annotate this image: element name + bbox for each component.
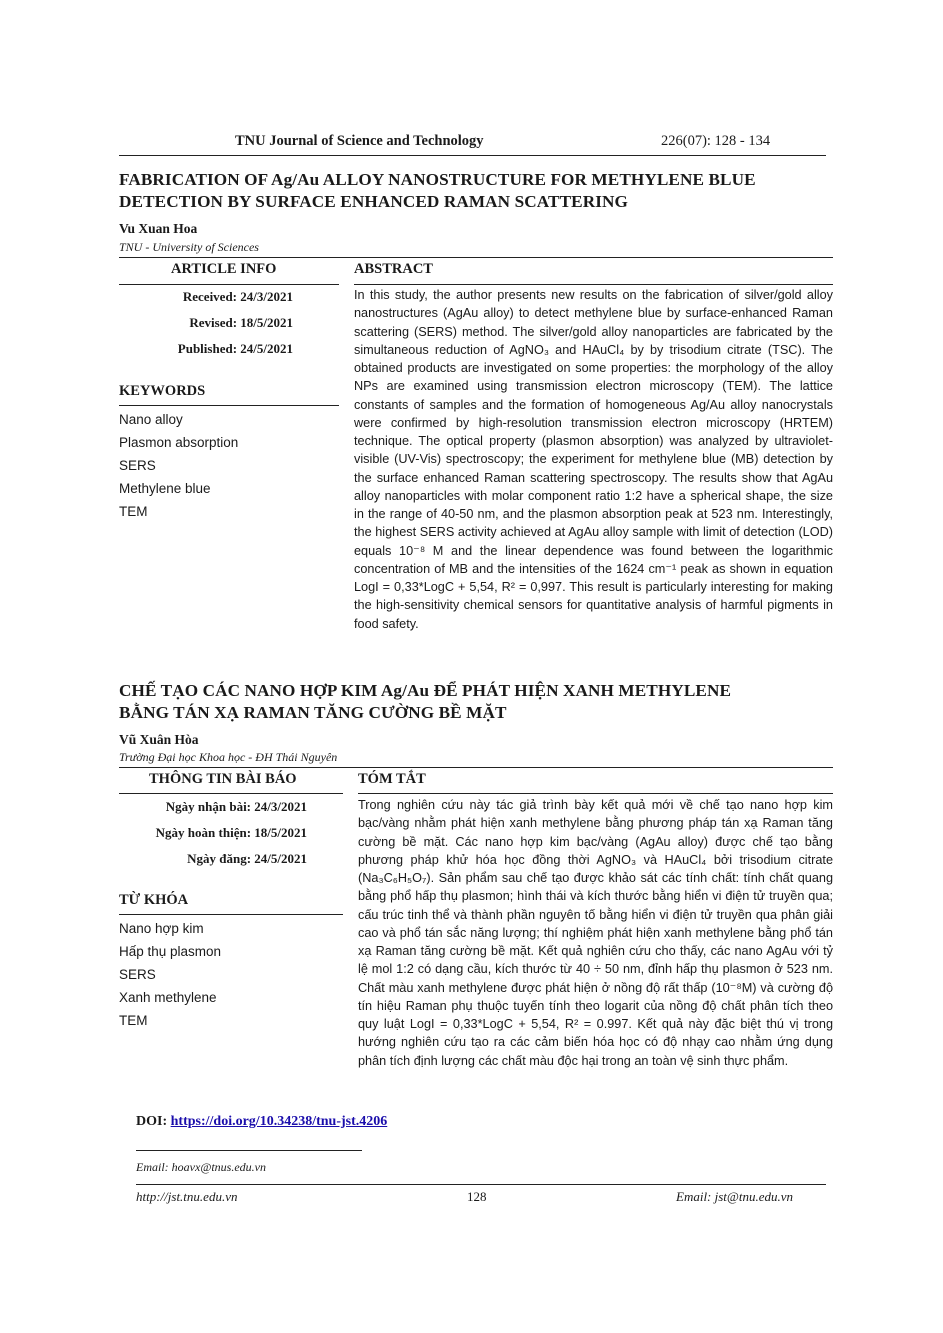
volume-pages: 226(07): 128 - 134 bbox=[661, 133, 771, 149]
header-rule bbox=[119, 155, 826, 156]
doi-label: DOI: bbox=[136, 1114, 171, 1129]
en-abstract-rule bbox=[354, 284, 833, 285]
en-published-date: Published: 24/5/2021 bbox=[177, 341, 293, 356]
en-title-line-1: FABRICATION OF Ag/Au ALLOY NANOSTRUCTURE FOR METHYLENE BLUE bbox=[119, 170, 756, 189]
keyword: TEM bbox=[119, 504, 148, 519]
en-received-date: Received: 24/3/2021 bbox=[182, 289, 293, 304]
footer-email[interactable]: Email: jst@tnu.edu.vn bbox=[676, 1189, 794, 1204]
en-abstract-text: In this study, the author presents new results on the fabrication of silver/gold alloy nanostructures (AgAu alloy) to detect methylene blue by surface-enhanced Raman scattering (SERS) method. The silver/gold alloy nanoparticles are fabricated by the simultaneous reduction of AgNO₃ and HAuCl₄ by by trisodium citrate (TSC). The obtained products are investigated on some properties: the morphology of the alloy NPs are examined using transmission electron microscopy (TEM). The lattice constants of samples and the formation of homogeneous Ag/Au alloy nanocrystals were confirmed by high-resolution transmission electron microscopy (HRTEM) technique. The optical property (plasmon absorption) was analyzed by ultraviolet-visible (UV-Vis) spectroscopy; the experiment for methylene blue (MB) detection by the surface enhanced Raman scattering spectroscopy. The results show that AgAu alloy nanoparticles with molar component ratio 1:2 have a spherical shape, the size in the range of 40-50 nm, and the plasmon absorption peak at 523 nm. Interestingly, the highest SERS activity achieved at AgAu alloy sample with limit of detection (LOD) equals 10⁻⁸ M and the linear dependence was found between the logarithmic concentration of MB and the intensities of the 1624 cm⁻¹ peak as shown in equation LogI = 0,33*LogC + 5,54, R² = 0,997. This result is particularly interesting for making the high-sensitivity chemical sensors for quantitative analysis of harmful pigments in food safety. bbox=[354, 288, 833, 631]
en-info-top-rule bbox=[119, 257, 833, 258]
keyword: Nano hợp kim bbox=[119, 921, 204, 936]
vi-dates bbox=[110, 799, 307, 877]
author-email-footnote: Email: hoavx@tnus.edu.vn bbox=[136, 1160, 267, 1174]
vi-keywords-heading: TỪ KHÓA bbox=[119, 892, 189, 908]
vi-abstract-heading: TÓM TẮT bbox=[358, 771, 426, 787]
en-keywords-heading: KEYWORDS bbox=[119, 383, 206, 399]
en-title-line-2: DETECTION BY SURFACE ENHANCED RAMAN SCATTERING bbox=[119, 192, 628, 211]
vi-info-rule bbox=[119, 793, 343, 794]
vi-published-date: Ngày đăng: 24/5/2021 bbox=[187, 851, 307, 866]
vi-info-top-rule bbox=[119, 767, 833, 768]
vi-title-line-1: CHẾ TẠO CÁC NANO HỢP KIM Ag/Au ĐỂ PHÁT HIỆN XANH METHYLENE bbox=[119, 681, 732, 700]
vi-abstract-rule bbox=[358, 793, 833, 794]
vi-abstract-text: Trong nghiên cứu này tác giả trình bày kết quả mới về chế tạo nano hợp kim bạc/vàng nhằm phát hiện xanh methylene bằng phương pháp tán xạ Raman tăng cường bề mặt. Các nano hợp kim bạc/vàng (AgAu alloy) được chế tạo bằng phương pháp khử hóa học đồng thời AgNO₃ và HAuCl₄ bởi trisodium citrate (Na₃C₆H₅O₇). Sản phẩm sau chế tạo được khảo sát các tính chất: tính chất quang bằng phổ hấp thụ plasmon; hình thái và kích thước bằng hiển vi điện tử truyền qua; cấu trúc tinh thể và thành phần nguyên tố bằng hiển vi điện tử truyền qua phân giải cao và phổ tán sắc năng lượng; thí nghiệm phát hiện xanh methylene bằng phổ tán xạ Raman tăng cường bề mặt. Kết quả nghiên cứu cho thấy, các nano AgAu với tỷ lệ mol 1:2 có dạng cầu, kích thước từ 40 ÷ 50 nm, đỉnh hấp thụ plasmon ở 523 nm. Chất màu xanh methylene được phát hiện ở nồng độ rất thấp (10⁻⁸M) và cường độ tín hiệu Raman phụ thuộc tuyến tính theo logarit của nồng độ chất phân tích theo quy luật LogI = 0,33*LogC + 5,54, R² = 0.997. Kết quả này đặc biệt thú vị trong hướng nghiên cứu tạo ra các cảm biến hóa học có độ nhạy cao nhằm ứng dụng phân tích định lượng các chất màu độc hại trong an toàn vệ sinh thực phẩm. bbox=[358, 798, 833, 1068]
keyword: Methylene blue bbox=[119, 481, 211, 496]
vi-affiliation: Trường Đại học Khoa học - ĐH Thái Nguyên bbox=[119, 750, 338, 764]
en-article-info-heading: ARTICLE INFO bbox=[171, 261, 277, 277]
keyword: SERS bbox=[119, 967, 156, 982]
keyword: Hấp thụ plasmon bbox=[119, 944, 222, 959]
en-abstract-heading: ABSTRACT bbox=[354, 261, 433, 277]
page-number: 128 bbox=[467, 1189, 487, 1204]
keyword: TEM bbox=[119, 1013, 148, 1028]
en-info-rule bbox=[119, 284, 339, 285]
vi-revised-date: Ngày hoàn thiện: 18/5/2021 bbox=[155, 825, 307, 840]
vi-article-info-heading: THÔNG TIN BÀI BÁO bbox=[149, 771, 297, 787]
en-keyword-list bbox=[119, 412, 238, 527]
footer-website[interactable]: http://jst.tnu.edu.vn bbox=[136, 1189, 238, 1204]
vi-received-date: Ngày nhận bài: 24/3/2021 bbox=[165, 799, 307, 814]
vi-keywords-rule bbox=[119, 914, 343, 915]
keyword: Nano alloy bbox=[119, 412, 183, 427]
en-affiliation: TNU - University of Sciences bbox=[119, 240, 259, 254]
vi-keyword-list bbox=[119, 921, 221, 1036]
journal-name: TNU Journal of Science and Technology bbox=[235, 133, 484, 149]
en-revised-date: Revised: 18/5/2021 bbox=[189, 315, 293, 330]
vi-author: Vũ Xuân Hòa bbox=[119, 732, 199, 747]
keyword: SERS bbox=[119, 458, 156, 473]
keyword: Xanh methylene bbox=[119, 990, 217, 1005]
en-dates bbox=[119, 289, 293, 367]
en-author: Vu Xuan Hoa bbox=[119, 221, 198, 236]
vi-title-line-2: BẰNG TÁN XẠ RAMAN TĂNG CƯỜNG BỀ MẶT bbox=[119, 703, 507, 722]
doi-line bbox=[136, 1114, 387, 1130]
footer-rule bbox=[136, 1184, 826, 1185]
footnote-rule bbox=[136, 1150, 362, 1151]
keyword: Plasmon absorption bbox=[119, 435, 239, 450]
doi-link[interactable]: https://doi.org/10.34238/tnu-jst.4206 bbox=[170, 1114, 388, 1129]
en-keywords-rule bbox=[119, 405, 339, 406]
